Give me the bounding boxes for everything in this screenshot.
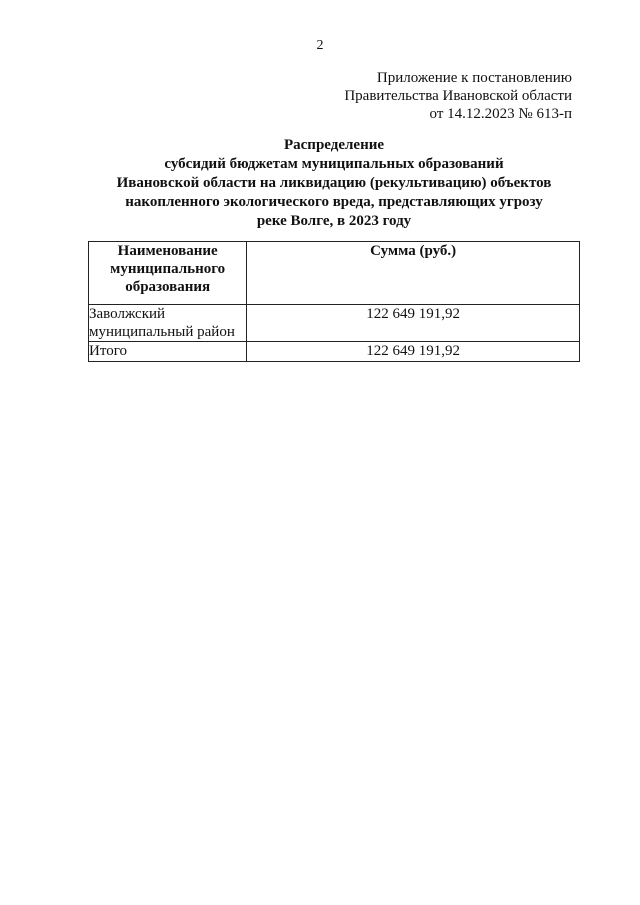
table-total-row: [89, 342, 580, 362]
distribution-table: [88, 241, 580, 362]
municipality-line: муниципальный район: [89, 324, 235, 340]
municipality-line: Заволжский: [89, 306, 166, 322]
table-row: [89, 305, 580, 342]
column-header-sum: Сумма (руб.): [247, 242, 580, 305]
table-header-row: [89, 242, 580, 305]
appendix-line: Правительства Ивановской области: [344, 88, 572, 104]
title-line: Ивановской области на ликвидацию (рекультивацию) объектов: [116, 175, 552, 191]
title-line: накопленного экологического вреда, представляющих угрозу: [125, 194, 543, 210]
total-sum: 122 649 191,92: [247, 342, 580, 362]
title-line: субсидий бюджетам муниципальных образований: [164, 156, 504, 172]
title-line: реке Волге, в 2023 году: [256, 213, 412, 229]
header-line: образования: [125, 279, 211, 295]
header-line: Наименование: [117, 243, 218, 259]
sum-cell: 122 649 191,92: [247, 305, 580, 342]
page-number: 2: [316, 38, 324, 53]
header-line: муниципального: [110, 261, 226, 277]
appendix-line: Приложение к постановлению: [376, 70, 572, 86]
title-line: Распределение: [283, 137, 385, 153]
municipality-cell: [89, 305, 247, 342]
column-header-municipality: [89, 242, 247, 305]
document-title: [88, 136, 580, 231]
total-label: Итого: [89, 342, 247, 362]
appendix-reference: [344, 69, 572, 123]
appendix-line: от 14.12.2023 № 613-п: [429, 106, 572, 122]
